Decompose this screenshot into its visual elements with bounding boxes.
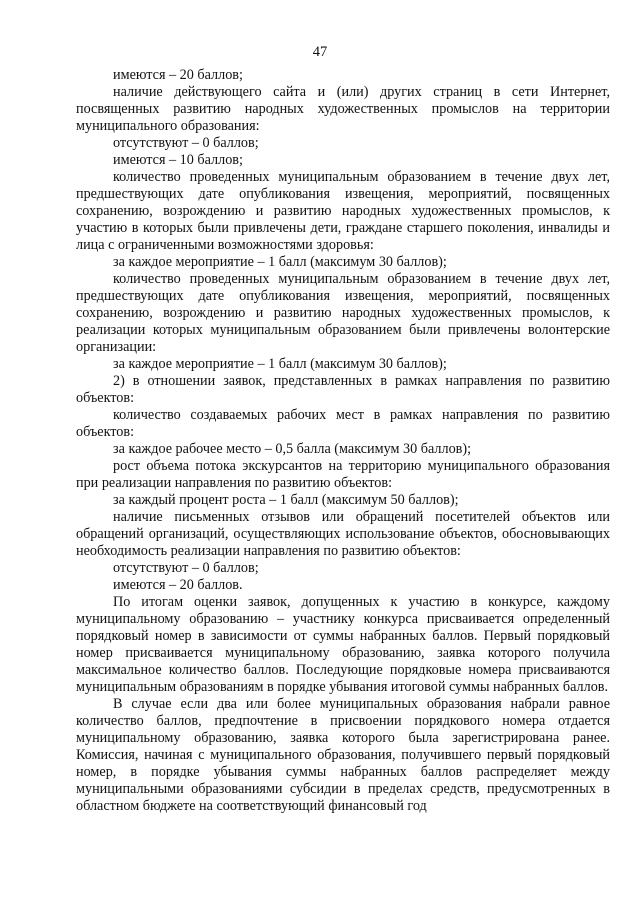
body-paragraph: отсутствуют – 0 баллов; [113, 560, 259, 576]
page-number: 47 [312, 44, 328, 60]
body-paragraph: за каждый процент роста – 1 балл (максимум 50 баллов); [113, 492, 459, 508]
body-paragraph: В случае если два или более муниципальных образования набрали равное количество баллов, предпочтение в присвоении порядкового номера отдается муниципальному образованию, заявка которого была зарегистрирована ранее. Комиссия, начиная с муниципального образования, получившего первый порядковый номер, в порядке убывания суммы набранных баллов распределяет между муниципальными образованиями субсидии в пределах средств, предусмотренных в областном бюджете на соответствующий финансовый год [76, 696, 610, 814]
body-paragraph: 2) в отношении заявок, представленных в рамках направления по развитию объектов: [76, 373, 610, 406]
body-paragraph: количество проведенных муниципальным образованием в течение двух лет, предшествующих дате опубликования извещения, мероприятий, посвященных сохранению, возрождению и развитию народных художественных промыслов, к участию в которых были привлечены дети, граждане старшего поколения, инвалиды и лица с ограниченными возможностями здоровья: [76, 169, 610, 253]
body-paragraph: имеются – 20 баллов; [113, 67, 243, 83]
body-paragraph: наличие письменных отзывов или обращений посетителей объектов или обращений организаций, осуществляющих использование объектов, обосновывающих необходимость реализации направления по развитию объектов: [76, 509, 610, 559]
body-paragraph: наличие действующего сайта и (или) других страниц в сети Интернет, посвященных развитию народных художественных промыслов на территории муниципального образования: [76, 84, 610, 134]
body-paragraph: за каждое рабочее место – 0,5 балла (максимум 30 баллов); [113, 441, 472, 457]
body-paragraph: имеются – 20 баллов. [113, 577, 243, 593]
body-paragraph: количество проведенных муниципальным образованием в течение двух лет, предшествующих дате опубликования извещения, мероприятий, посвященных сохранению, возрождению и развитию народных художественных промыслов, к реализации которых муниципальным образованием были привлечены волонтерские организации: [76, 271, 610, 355]
body-paragraph: рост объема потока экскурсантов на территорию муниципального образования при реализации направления по развитию объектов: [76, 458, 610, 491]
document-body [76, 67, 610, 815]
body-paragraph: количество создаваемых рабочих мест в рамках направления по развитию объектов: [76, 407, 610, 440]
body-paragraph: отсутствуют – 0 баллов; [113, 135, 259, 151]
body-paragraph: имеются – 10 баллов; [113, 152, 243, 168]
body-paragraph: за каждое мероприятие – 1 балл (максимум 30 баллов); [113, 254, 447, 270]
body-paragraph: за каждое мероприятие – 1 балл (максимум 30 баллов); [113, 356, 447, 372]
body-paragraph: По итогам оценки заявок, допущенных к участию в конкурсе, каждому муниципальному образованию – участнику конкурса присваивается определенный порядковый номер в зависимости от суммы набранных баллов. Первый порядковый номер присваивается муниципальному образованию, заявка которого получила максимальное количество баллов. Последующие порядковые номера присваиваются муниципальным образованиям в порядке убывания итоговой суммы набранных баллов. [76, 594, 610, 695]
